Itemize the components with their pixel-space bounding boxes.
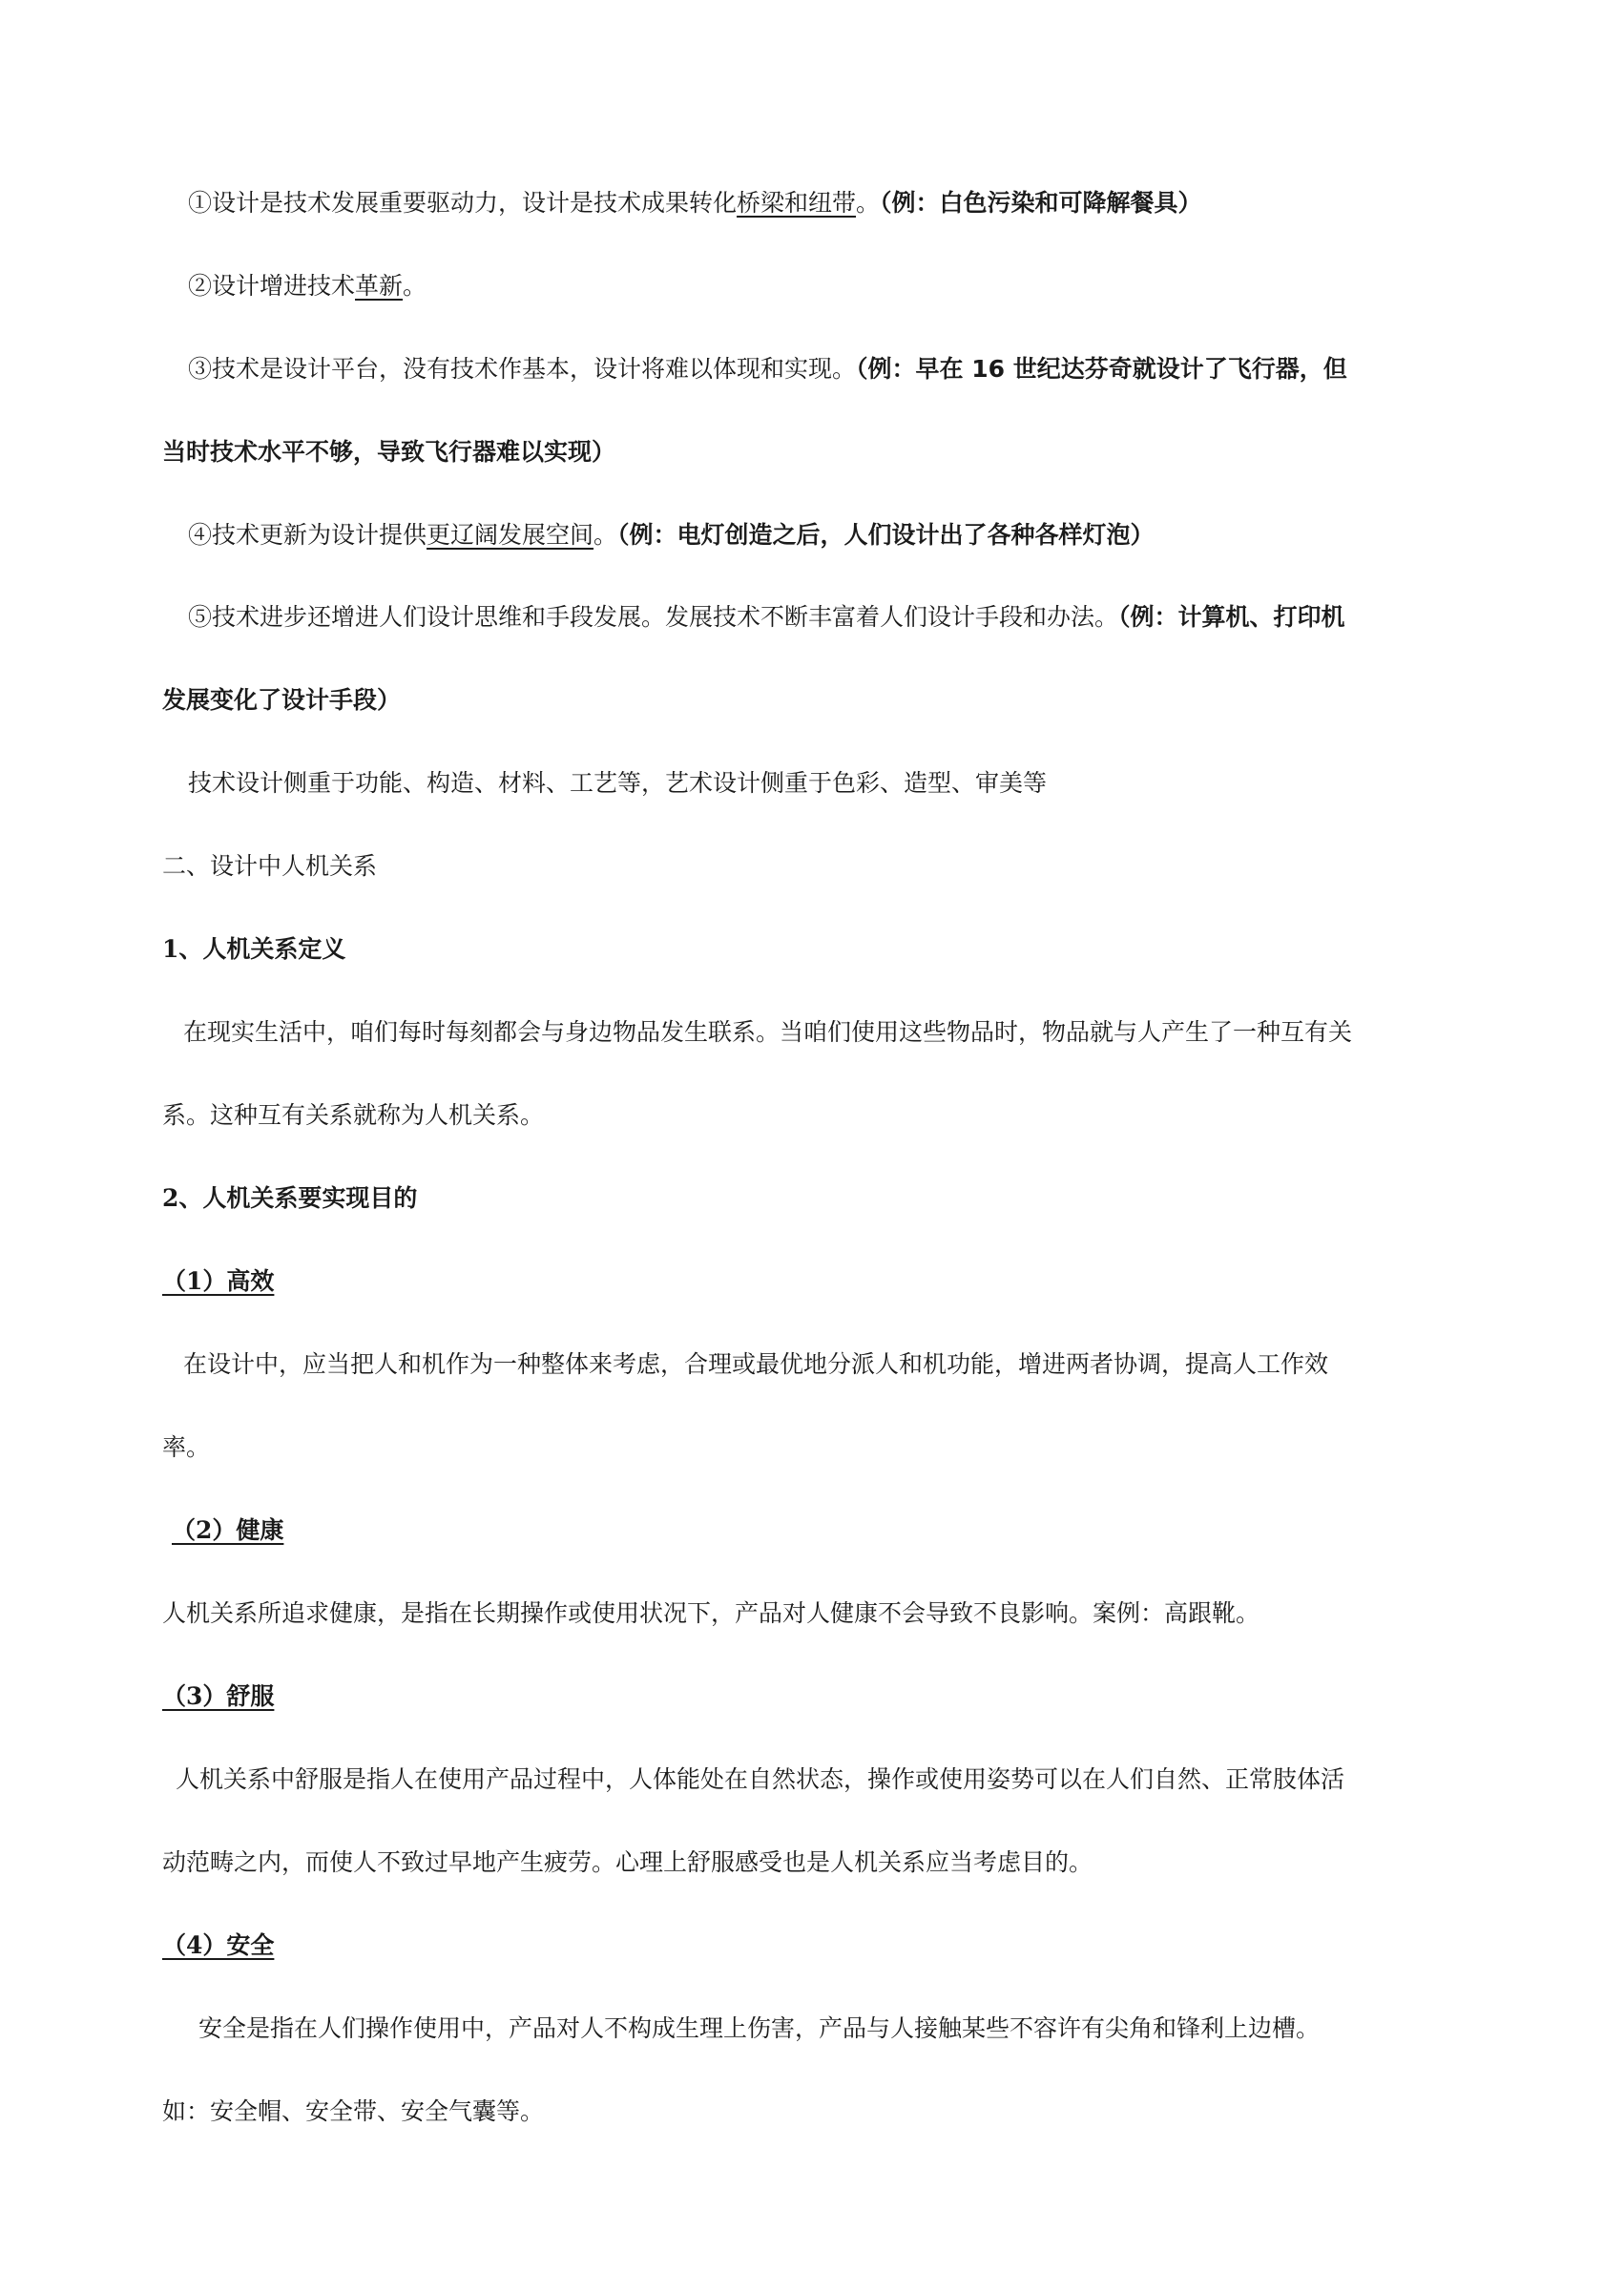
subheading-text: 2、人机关系要实现目的 (162, 1184, 418, 1212)
subheading-definition (162, 930, 1469, 969)
paragraph-design-focus (162, 764, 1495, 803)
goal-title: （1）高效 (162, 1267, 275, 1295)
text: 在设计中，应当把人和机作为一种整体来考虑，合理或最优地分派人和机功能，增进两者协调，提高人工作效 (183, 1350, 1329, 1378)
text: ③技术是设计平台，没有技术作基本，设计将难以体现和实现。 (188, 355, 857, 383)
text: 人机关系所追求健康，是指在长期操作或使用状况下，产品对人健康不会导致不良影响。案例：高跟靴。 (162, 1599, 1260, 1627)
paragraph-comfort (162, 1761, 1483, 1799)
goal-title: （3）舒服 (162, 1682, 275, 1710)
paragraph-definition-cont (162, 1096, 1469, 1135)
paragraph-comfort-cont (162, 1844, 1469, 1882)
text: 技术设计侧重于功能、构造、材料、工艺等，艺术设计侧重于色彩、造型、审美等 (188, 769, 1048, 797)
goal-heading-comfort (162, 1678, 1469, 1716)
example-text: 发展变化了设计手段） (162, 686, 402, 714)
text: 。 (593, 521, 618, 549)
example-text: （例：早在 16 世纪达芬奇就设计了飞行器，但 (856, 355, 1347, 383)
text: ④技术更新为设计提供 (188, 521, 427, 549)
goal-heading-safety (162, 1927, 1469, 1965)
text: ⑤技术进步还增进人们设计思维和手段发展。发展技术不断丰富着人们设计手段和办法。 (188, 603, 1119, 631)
paragraph-technology-progress-cont (162, 681, 1469, 719)
example-text: （例：计算机、打印机 (1118, 603, 1345, 631)
text: 安全是指在人们操作使用中，产品对人不构成生理上伤害，产品与人接触某些不容许有尖角和锋利上边槽。 (198, 2014, 1321, 2042)
text: 在现实生活中，咱们每时每刻都会与身边物品发生联系。当咱们使用这些物品时，物品就与人产生了一种互有关 (183, 1018, 1353, 1046)
text: 人机关系中舒服是指人在使用产品过程中，人体能处在自然状态，操作或使用姿势可以在人们自然、正常肢体活 (176, 1765, 1345, 1793)
text: ②设计增进技术 (188, 272, 356, 300)
paragraph-safety-cont (162, 2093, 1469, 2131)
text: ①设计是技术发展重要驱动力，设计是技术成果转化 (188, 189, 738, 217)
section-heading (162, 847, 1469, 886)
text: 率。 (162, 1433, 211, 1461)
underlined-text: 更辽阔发展空间 (427, 521, 594, 549)
paragraph-health (162, 1595, 1469, 1633)
paragraph-technology-platform-cont (162, 433, 1469, 471)
paragraph-technology-platform (162, 350, 1495, 388)
goal-heading-efficiency (162, 1262, 1469, 1301)
underlined-text: 桥梁和纽带 (737, 189, 857, 217)
text: 。 (403, 272, 427, 300)
subheading-goals (162, 1179, 1469, 1218)
paragraph-efficiency-cont (162, 1428, 1469, 1467)
goal-title: （2）健康 (172, 1516, 284, 1544)
paragraph-safety (162, 2010, 1506, 2048)
text: 动范畴之内，而使人不致过早地产生疲劳。心理上舒服感受也是人机关系应当考虑目的。 (162, 1848, 1093, 1876)
text: 如：安全帽、安全带、安全气囊等。 (162, 2097, 545, 2125)
text: 。 (856, 189, 881, 217)
text: 系。这种互有关系就称为人机关系。 (162, 1101, 545, 1129)
paragraph-design-promotes-innovation (162, 267, 1495, 305)
example-text: 当时技术水平不够，导致飞行器难以实现） (162, 438, 616, 466)
goal-heading-health (162, 1512, 1469, 1550)
example-text: （例：白色污染和可降解餐具） (880, 189, 1202, 217)
paragraph-technology-progress (162, 598, 1495, 636)
section-title: 二、设计中人机关系 (162, 852, 378, 880)
paragraph-efficiency (162, 1345, 1490, 1384)
paragraph-definition (162, 1013, 1490, 1052)
underlined-text: 革新 (355, 272, 404, 300)
goal-title: （4）安全 (162, 1931, 275, 1959)
example-text: （例：电灯创造之后，人们设计出了各种各样灯泡） (617, 521, 1155, 549)
paragraph-technology-update (162, 516, 1495, 554)
subheading-text: 1、人机关系定义 (162, 935, 346, 963)
paragraph-design-drives-technology (162, 184, 1495, 222)
